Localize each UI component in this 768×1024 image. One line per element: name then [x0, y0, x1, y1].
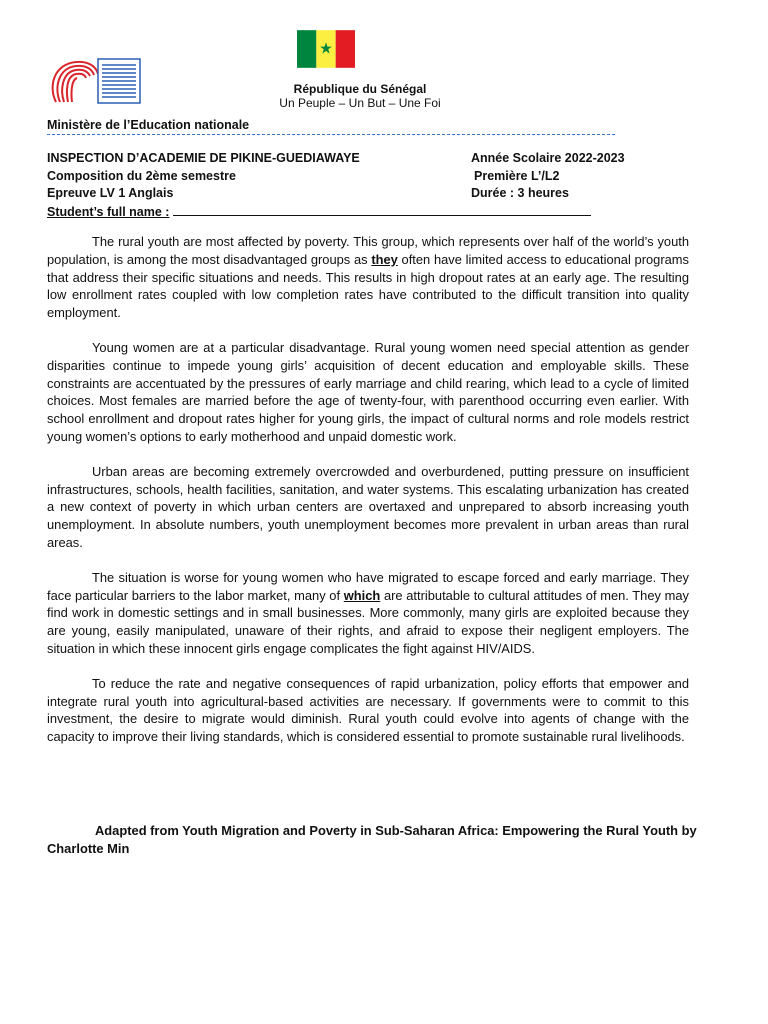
class-level: Première L’/L2	[474, 169, 560, 183]
logo-red-arcs	[53, 62, 98, 102]
underlined-word-which: which	[343, 587, 381, 603]
underlined-word-they: they	[371, 251, 398, 267]
paragraph-2: Young women are at a particular disadvantage. Rural young women need special attention as gender disparities continue to impede young girls’ acquisition of decent education and employable skills. These constraints are accentuated by the pressures of early marriage and child rearing, which lead to a cycle of limited choices. Most females are married before the age of twenty-four, with parenthood occurring even earlier. With school enrollment and dropout rates higher for young girls, the impact of cultural norms and role models restrict young women’s options to early motherhood and unpaid domestic work.	[47, 339, 689, 444]
paragraph-4: The situation is worse for young women who have migrated to escape forced and early marriage. They face particular barriers to the labor market, many of which are attributable to cultural attitudes of men. They may find work in domestic settings and in small businesses. More commonly, many girls are exploited because they are young, easily manipulated, unaware of their rights, and afraid to expose their negligent employers. The situation in which these innocent girls engage complicates the fight against HIV/AIDS.	[47, 569, 689, 656]
reading-passage	[47, 233, 689, 746]
paragraph-3: Urban areas are becoming extremely overcrowded and overburdened, putting pressure on insufficient infrastructures, schools, health facilities, sanitation, and water systems. This escalating urbanization has created a new context of poverty in which urban centers are overtaxed and unprepared to absorb increasing youth unemployment. In absolute numbers, youth unemployment becomes more prevalent in urban areas than rural areas.	[47, 463, 689, 550]
dashed-divider	[47, 134, 615, 135]
student-name-label: Student’s full name :	[47, 205, 170, 219]
student-name-field[interactable]	[173, 204, 591, 216]
inspection-name: INSPECTION D’ACADEMIE DE PIKINE-GUEDIAWAYE	[47, 151, 360, 165]
republic-title: République du Sénégal	[293, 82, 427, 96]
ministry-name: Ministère de l’Education nationale	[47, 118, 250, 132]
ministry-logo	[46, 56, 142, 106]
student-name-row	[47, 204, 591, 219]
senegal-flag-icon	[297, 30, 355, 68]
national-motto: Un Peuple – Un But – Une Foi	[279, 96, 441, 110]
paragraph-1: The rural youth are most affected by poverty. This group, which represents over half of the world’s youth population, is among the most disadvantaged groups as they often have limited access to educational programs that address their specific situations and needs. This results in high dropout rates at an early age. The resulting low enrollment rates coupled with low completion rates have contributed to the difficult transition into quality employment.	[47, 234, 689, 321]
source-citation: Adapted from Youth Migration and Poverty in Sub-Saharan Africa: Empowering the Rural Youth by Charlotte Min	[47, 823, 697, 856]
paragraph-5: To reduce the rate and negative consequences of rapid urbanization, policy efforts that empower and integrate rural youth into agricultural-based activities are necessary. If governments were to commit to this investment, the desire to migrate would diminish. Rural youth could evolve into agents of change with the capacity to improve their living standards, which is considered essential to promote sustainable rural livelihoods.	[47, 675, 689, 745]
composition-title: Composition du 2ème semestre	[47, 169, 236, 183]
school-year: Année Scolaire 2022-2023	[471, 151, 625, 165]
exam-duration: Durée : 3 heures	[471, 186, 569, 200]
exam-subject: Epreuve LV 1 Anglais	[47, 186, 174, 200]
